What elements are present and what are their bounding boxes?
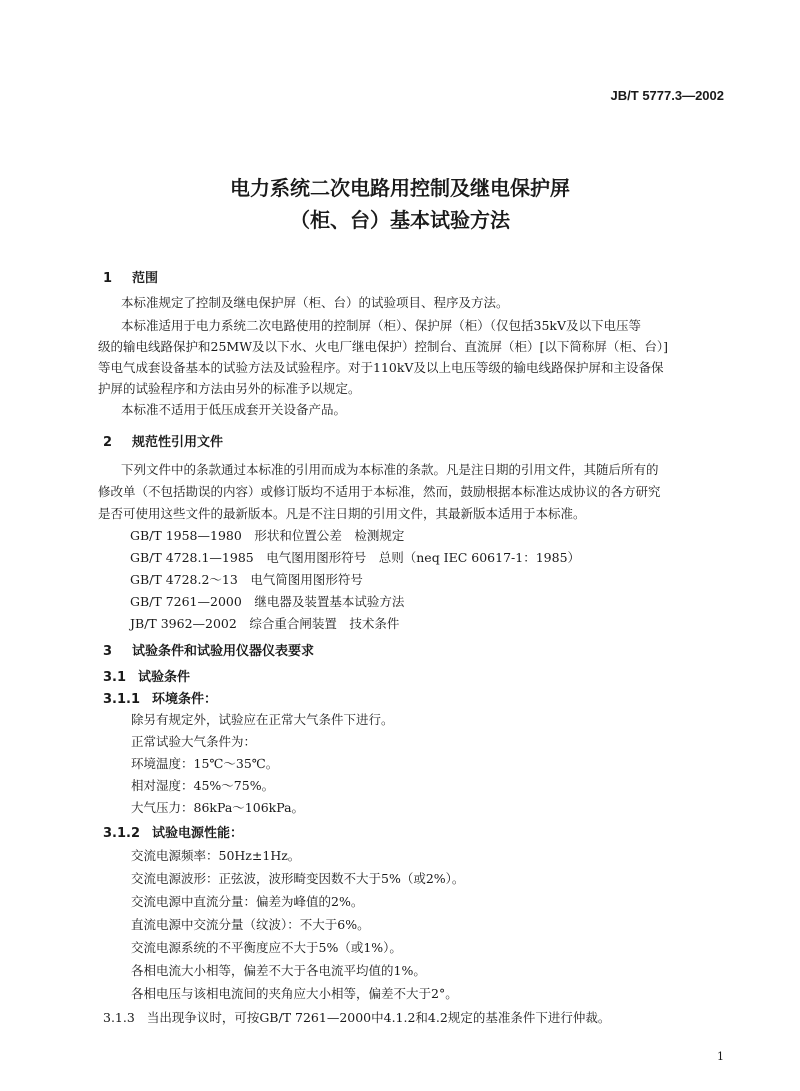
reference-item: JB/T 3962—2002 综合重合闸装置 技术条件 bbox=[130, 616, 400, 631]
power-line: 交流电源中直流分量：偏差为峰值的2%。 bbox=[131, 894, 364, 909]
section-3-heading bbox=[103, 640, 314, 659]
section-title: 试验条件和试验用仪器仪表要求 bbox=[132, 644, 315, 659]
environment-line: 除另有规定外，试验应在正常大气条件下进行。 bbox=[131, 712, 394, 727]
subsection-3-1-2-heading bbox=[103, 822, 243, 841]
subsection-number: 3.1.2 bbox=[103, 826, 141, 841]
power-line: 各相电流大小相等，偏差不大于各电流平均值的1%。 bbox=[131, 963, 426, 978]
section-1-paragraph-2-line4: 护屏的试验程序和方法由另外的标准予以规定。 bbox=[98, 381, 361, 396]
reference-item: GB/T 4728.2～13 电气简图用图形符号 bbox=[130, 572, 363, 587]
section-2-paragraph-line1: 下列文件中的条款通过本标准的引用而成为本标准的条款。凡是注日期的引用文件，其随后所有的 bbox=[121, 462, 659, 477]
section-2-heading bbox=[103, 431, 223, 450]
environment-line: 大气压力：86kPa～106kPa。 bbox=[131, 800, 305, 815]
subsection-text: 当出现争议时，可按GB/T 7261—2000中4.1.2和4.2规定的基准条件下进行仲裁。 bbox=[146, 1010, 611, 1025]
subsection-number: 3.1 bbox=[103, 670, 127, 685]
subsection-number: 3.1.1 bbox=[103, 692, 141, 707]
environment-line: 环境温度：15℃～35℃。 bbox=[131, 756, 279, 771]
subsection-3-1-1-heading bbox=[103, 688, 217, 707]
section-2-paragraph-line3: 是否可使用这些文件的最新版本。凡是不注日期的引用文件，其最新版本适用于本标准。 bbox=[98, 506, 586, 521]
document-title-line2: （柜、台）基本试验方法 bbox=[290, 208, 510, 232]
power-line: 交流电源系统的不平衡度应不大于5%（或1%）。 bbox=[131, 940, 402, 955]
section-1-paragraph-2-line3: 等电气成套设备基本的试验方法及试验程序。对于110kV及以上电压等级的输电线路保护屏和主设备保 bbox=[98, 360, 664, 375]
section-number: 2 bbox=[103, 435, 113, 450]
section-1-paragraph-1: 本标准规定了控制及继电保护屏（柜、台）的试验项目、程序及方法。 bbox=[121, 295, 509, 310]
environment-line: 正常试验大气条件为： bbox=[131, 734, 257, 749]
section-1-heading bbox=[103, 267, 158, 286]
section-number: 3 bbox=[103, 644, 113, 659]
standard-number: JB/T 5777.3—2002 bbox=[610, 88, 724, 103]
section-1-paragraph-2-line1: 本标准适用于电力系统二次电路使用的控制屏（柜）、保护屏（柜）（仅包括35kV及以下电压等 bbox=[121, 318, 642, 333]
page-number: 1 bbox=[717, 1050, 724, 1063]
environment-line: 相对湿度：45%～75%。 bbox=[131, 778, 275, 793]
section-2-paragraph-line2: 修改单（不包括勘误的内容）或修订版均不适用于本标准，然而，鼓励根据本标准达成协议的各方研究 bbox=[98, 484, 661, 499]
power-line: 直流电源中交流分量（纹波）：不大于6%。 bbox=[131, 917, 370, 932]
subsection-title: 环境条件： bbox=[152, 692, 218, 707]
section-title: 规范性引用文件 bbox=[132, 435, 224, 450]
section-1-paragraph-2-line2: 级的输电线路保护和25MW及以下水、火电厂继电保护）控制台、直流屏（柜）[以下简称屏（柜、台）] bbox=[98, 339, 669, 354]
subsection-3-1-3 bbox=[103, 1008, 610, 1027]
reference-item: GB/T 7261—2000 继电器及装置基本试验方法 bbox=[130, 594, 405, 609]
subsection-title: 试验电源性能： bbox=[152, 826, 244, 841]
subsection-number: 3.1.3 bbox=[103, 1010, 135, 1025]
reference-item: GB/T 1958—1980 形状和位置公差 检测规定 bbox=[130, 528, 405, 543]
subsection-3-1-heading bbox=[103, 666, 190, 685]
power-line: 交流电源波形：正弦波，波形畸变因数不大于5%（或2%）。 bbox=[131, 871, 465, 886]
section-number: 1 bbox=[103, 271, 113, 286]
section-1-paragraph-3: 本标准不适用于低压成套开关设备产品。 bbox=[121, 402, 347, 417]
subsection-title: 试验条件 bbox=[138, 670, 191, 685]
reference-item: GB/T 4728.1—1985 电气图用图形符号 总则（neq IEC 60617-1：1985） bbox=[130, 550, 581, 565]
power-line: 各相电压与该相电流间的夹角应大小相等，偏差不大于2°。 bbox=[131, 986, 458, 1001]
section-title: 范围 bbox=[132, 271, 159, 286]
power-line: 交流电源频率：50Hz±1Hz。 bbox=[131, 848, 301, 863]
document-title-line1: 电力系统二次电路用控制及继电保护屏 bbox=[230, 176, 570, 200]
